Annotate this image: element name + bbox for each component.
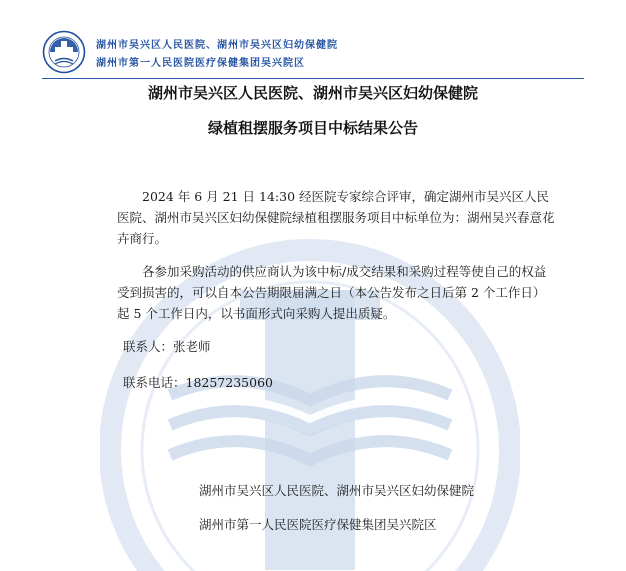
letterhead [42, 30, 338, 74]
letterhead-line-2: 湖州市第一人民医院医疗保健集团吴兴院区 [96, 57, 305, 69]
signature-line-1: 湖州市吴兴区人民医院、湖州市吴兴区妇幼保健院 [199, 483, 475, 498]
contact-person: 联系人：张老师 [123, 339, 211, 354]
award-paragraph: 2024 年 6 月 21 日 14:30 经医院专家综合评审，确定湖州市吴兴区人民医院、湖州市吴兴区妇幼保健院绿植租摆服务项目中标单位为：湖州吴兴春意花卉商行。 [117, 189, 555, 246]
contact-phone: 联系电话：18257235060 [123, 375, 273, 390]
notice-title-line-1: 湖州市吴兴区人民医院、湖州市吴兴区妇幼保健院 [147, 84, 478, 102]
header-divider [42, 78, 584, 79]
notice-title-line-2: 绿植租摆服务项目中标结果公告 [207, 119, 418, 137]
letterhead-text [96, 36, 338, 69]
signature-line-2: 湖州市第一人民医院医疗保健集团吴兴院区 [199, 517, 437, 532]
hospital-cross-logo-icon [42, 30, 86, 74]
letterhead-line-1: 湖州市吴兴区人民医院、湖州市吴兴区妇幼保健院 [96, 39, 338, 51]
objection-paragraph: 各参加采购活动的供应商认为该中标/成交结果和采购过程等使自己的权益受到损害的，可以自本公告期限届满之日（本公告发布之日后第 2 个工作日）起 5 个工作日内，以书面形式向采购人提出质疑。 [117, 264, 547, 321]
